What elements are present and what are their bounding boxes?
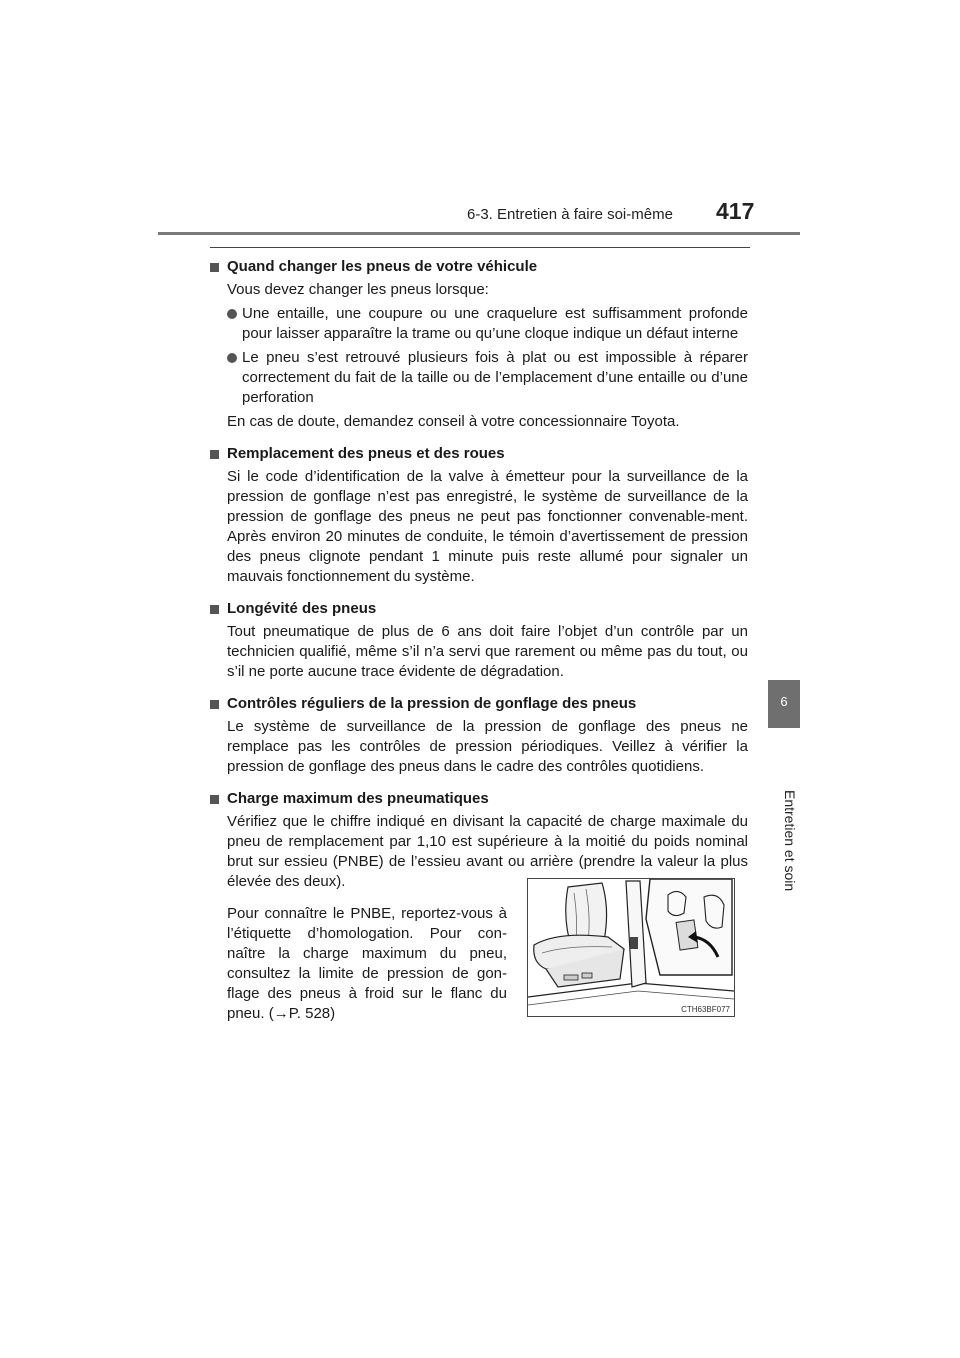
square-bullet-icon (210, 263, 219, 272)
square-bullet-icon (210, 795, 219, 804)
round-bullet-icon (227, 309, 237, 319)
square-bullet-icon (210, 700, 219, 709)
door-label-illustration (527, 878, 735, 1017)
square-bullet-icon (210, 450, 219, 459)
chapter-tab (768, 680, 800, 728)
section-text: Vérifiez que le chiffre indiqué en divisant la capacité de charge maximale du pneu de remplacement par 1,10 est supérieure à la moitié du poids nominal brut sur essieu (PNBE) de l’essieu avant ou arrière (prendre la valeur la plus élevée des deux). (227, 813, 748, 890)
header-rule (158, 232, 800, 235)
car-seat-door-illustration (528, 879, 734, 1016)
section-text: Pour connaître le PNBE, reportez-vous à l’étiquette d’homologation. Pour con-naître la charge maximum du pneu, consultez la limite de pression de gon-flage des pneus à froid sur le flanc du pneu. (→P. 528) (227, 905, 507, 1022)
chapter-number: 6 (780, 694, 788, 709)
square-bullet-icon (210, 605, 219, 614)
section-intro: Vous devez changer les pneus lorsque: (227, 281, 489, 298)
list-item: Une entaille, une coupure ou une craquelure est suffisamment profonde pour laisser apparaître la trame ou qu’une cloque indique un défaut interne (227, 304, 748, 344)
section-heading: Contrôles réguliers de la pression de gonflage des pneus (210, 694, 748, 714)
section-heading: Longévité des pneus (210, 599, 748, 619)
section-heading: Charge maximum des pneumatiques (210, 789, 748, 809)
section-heading: Remplacement des pneus et des roues (210, 444, 748, 464)
section-heading: Quand changer les pneus de votre véhicule (210, 257, 748, 277)
page-number: 417 (716, 198, 755, 224)
section-text: Le système de surveillance de la pression de gonflage des pneus ne remplace pas les contrôles de pression périodiques. Veillez à vérifier la pression de gonflage des pneus dans le cadre des contrôles quotidiens. (227, 718, 748, 775)
section-outro: En cas de doute, demandez conseil à votre concessionnaire Toyota. (227, 413, 680, 430)
section-title: 6-3. Entretien à faire soi-même (467, 206, 673, 223)
section-text: Tout pneumatique de plus de 6 ans doit faire l’objet d’un contrôle par un technicien qualifié, même s’il n’a servi que rarement ou même pas du tout, ou s’il ne porte aucune trace évidente de dégradation. (227, 623, 748, 680)
chapter-label: Entretien et soin (782, 790, 798, 892)
figure-code: CTH63BF077 (681, 1005, 730, 1014)
content-rule (210, 247, 750, 248)
section-text: Si le code d’identification de la valve à émetteur pour la surveillance de la pression de gonflage n’est pas enregistré, le système de surveillance de la pression de gonflage des pneus ne peut pas fonctionner convenable-ment. Après environ 20 minutes de conduite, le témoin d’avertissement de pression des pneus clignote pendant 1 minute puis reste allumé pour signaler un mauvais fonctionnement du système. (227, 468, 748, 585)
round-bullet-icon (227, 353, 237, 363)
list-item: Le pneu s’est retrouvé plusieurs fois à plat ou est impossible à réparer correctement du fait de la taille ou de l’emplacement d’une entaille ou d’une perforation (227, 348, 748, 408)
